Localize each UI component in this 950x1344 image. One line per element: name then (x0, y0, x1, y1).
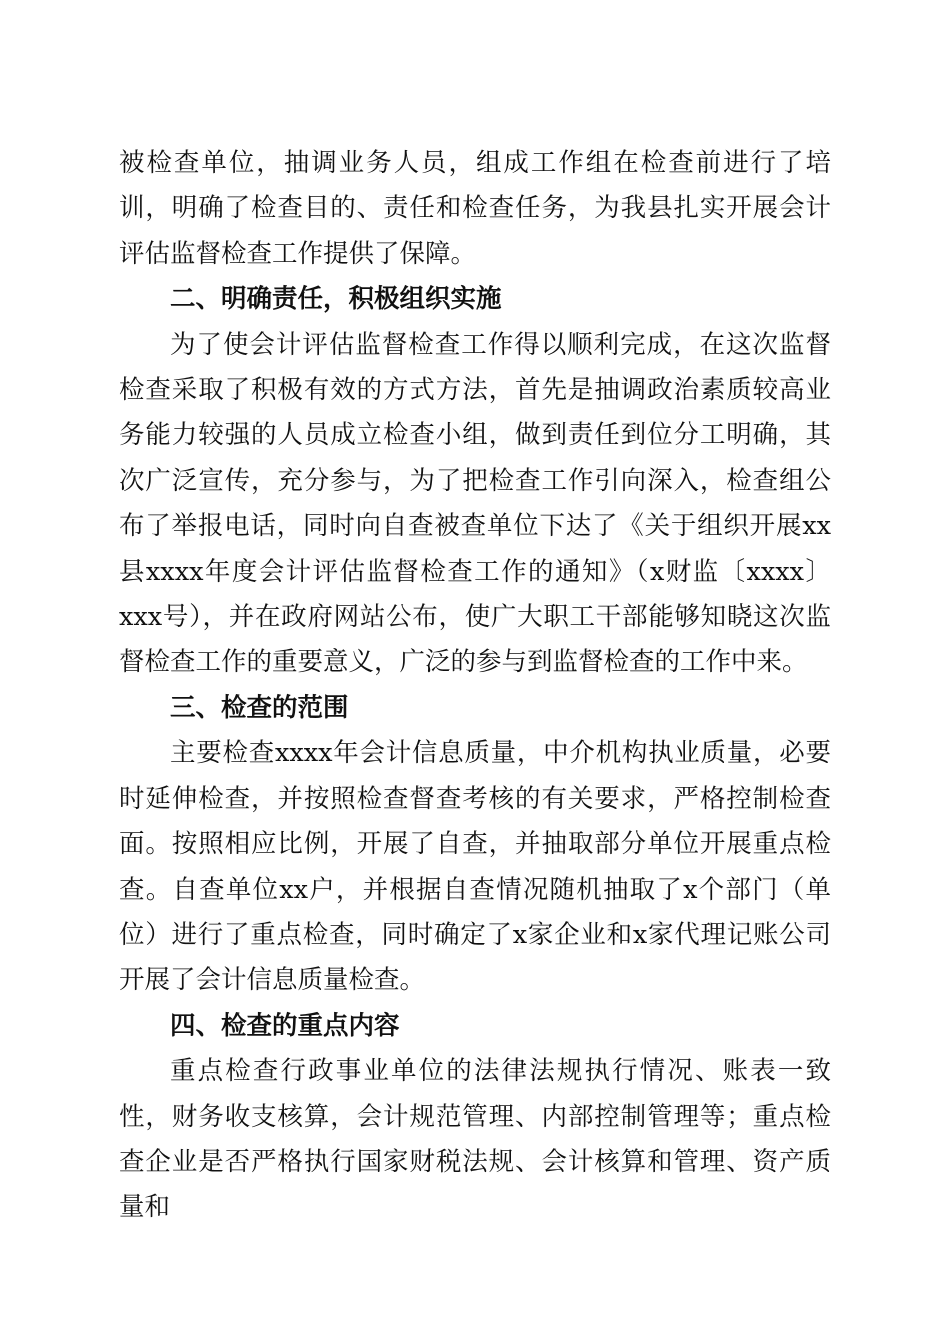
section-heading-3: 三、检查的范围 (170, 692, 349, 723)
document-body (119, 141, 831, 1231)
body-paragraph-2: 为了使会计评估监督检查工作得以顺利完成，在这次监督检查采取了积极有效的方式方法，首先是抽调政治素质较高业务能力较强的人员成立检查小组，做到责任到位分工明确，其次广泛宣传，充分参与，为了把检查工作引向深入，检查组公布了举报电话，同时向自查被查单位下达了《关于组织开展xx县xxxx年度会计评估监督检查工作的通知》（x财监〔xxxx〕xxx号），并在政府网站公布，使广大职工干部能够知晓这次监督检查工作的重要意义，广泛的参与到监督检查的工作中来。 (119, 329, 831, 678)
section-heading-4: 四、检查的重点内容 (170, 1010, 400, 1041)
body-paragraph-1: 被检查单位，抽调业务人员，组成工作组在检查前进行了培训，明确了检查目的、责任和检查任务，为我县扎实开展会计评估监督检查工作提供了保障。 (119, 148, 831, 269)
section-heading-2: 二、明确责任，积极组织实施 (170, 284, 502, 315)
body-paragraph-4: 重点检查行政事业单位的法律法规执行情况、账表一致性，财务收支核算，会计规范管理、内部控制管理等；重点检查企业是否严格执行国家财税法规、会计核算和管理、资产质量和 (119, 1056, 831, 1223)
body-paragraph-3: 主要检查xxxx年会计信息质量，中介机构执业质量，必要时延伸检查，并按照检查督查考核的有关要求，严格控制检查面。按照相应比例，开展了自查，并抽取部分单位开展重点检查。自查单位xx户，并根据自查情况随机抽取了x个部门（单位）进行了重点检查，同时确定了x家企业和x家代理记账公司开展了会计信息质量检查。 (119, 738, 831, 996)
